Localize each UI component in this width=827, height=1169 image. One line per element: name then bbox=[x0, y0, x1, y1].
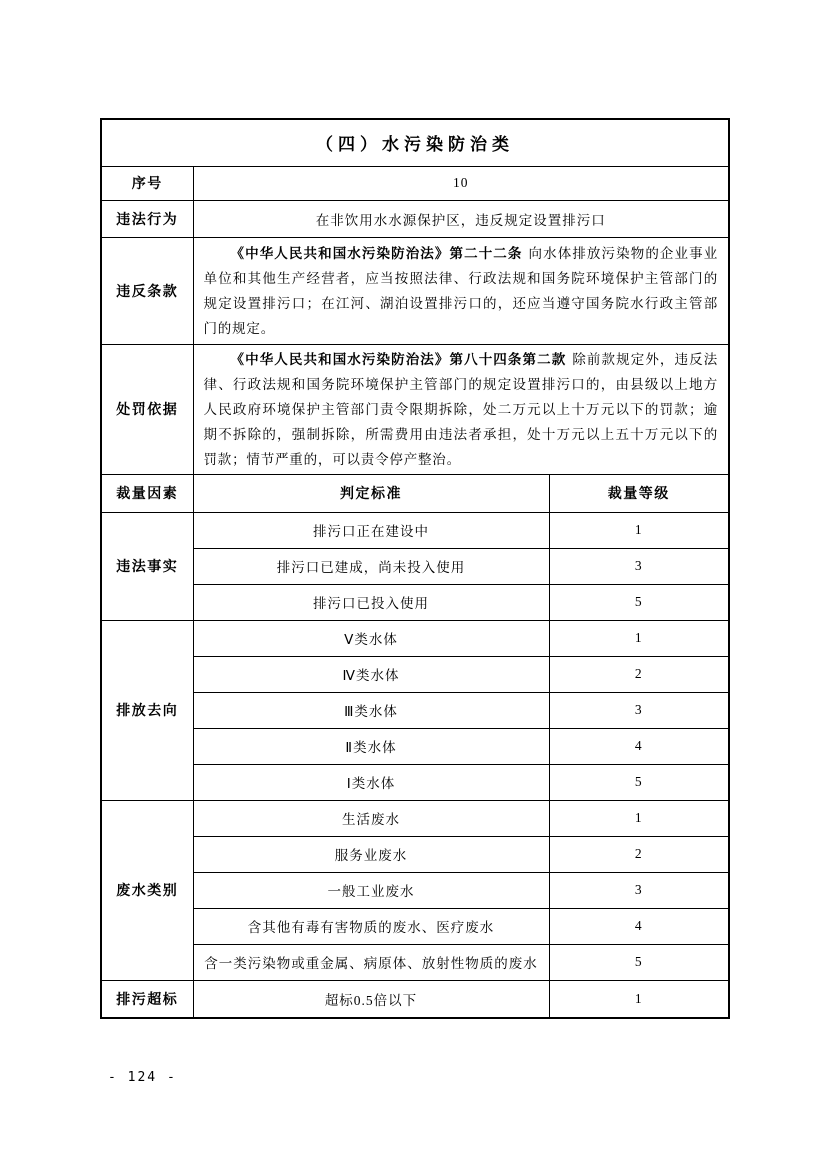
penalty-row bbox=[101, 344, 729, 474]
discretion-header-row bbox=[101, 474, 729, 512]
level-cell: 2 bbox=[549, 836, 729, 872]
penalty-label: 处罚依据 bbox=[101, 344, 193, 474]
title-row bbox=[101, 119, 729, 166]
table-row bbox=[101, 728, 729, 764]
clause-text bbox=[193, 237, 729, 344]
criteria-cell: 含一类污染物或重金属、病原体、放射性物质的废水 bbox=[193, 944, 549, 980]
factor-label-destination: 排放去向 bbox=[101, 620, 193, 800]
penalty-text bbox=[193, 344, 729, 474]
violation-label: 违法行为 bbox=[101, 200, 193, 237]
table-row bbox=[101, 584, 729, 620]
level-cell: 4 bbox=[549, 728, 729, 764]
table-row bbox=[101, 620, 729, 656]
criteria-cell: 含其他有毒有害物质的废水、医疗废水 bbox=[193, 908, 549, 944]
penalty-citation: 《中华人民共和国水污染防治法》第八十四条第二款 bbox=[230, 351, 567, 367]
clause-body: 向水体排放污染物的企业事业单位和其他生产经营者，应当按照法律、行政法规和国务院环境保护主管部门的规定设置排污口；在江河、湖泊设置排污口的，还应当遵守国务院水行政主管部门的规定。 bbox=[203, 245, 719, 336]
factor-label-exceed: 排污超标 bbox=[101, 980, 193, 1018]
criteria-cell: 排污口正在建设中 bbox=[193, 512, 549, 548]
clause-citation: 《中华人民共和国水污染防治法》第二十二条 bbox=[230, 245, 523, 261]
level-cell: 4 bbox=[549, 908, 729, 944]
header-factor: 裁量因素 bbox=[101, 474, 193, 512]
violation-row bbox=[101, 200, 729, 237]
level-cell: 1 bbox=[549, 620, 729, 656]
level-cell: 3 bbox=[549, 692, 729, 728]
serial-label: 序号 bbox=[101, 166, 193, 200]
table-row bbox=[101, 512, 729, 548]
table-row bbox=[101, 980, 729, 1018]
level-cell: 3 bbox=[549, 548, 729, 584]
page-title: （四）水污染防治类 bbox=[101, 119, 729, 166]
serial-value: 10 bbox=[193, 166, 729, 200]
table-row bbox=[101, 800, 729, 836]
criteria-cell: 排污口已投入使用 bbox=[193, 584, 549, 620]
level-cell: 3 bbox=[549, 872, 729, 908]
criteria-cell: Ⅱ类水体 bbox=[193, 728, 549, 764]
table-row bbox=[101, 908, 729, 944]
level-cell: 5 bbox=[549, 764, 729, 800]
criteria-cell: 排污口已建成，尚未投入使用 bbox=[193, 548, 549, 584]
table-row bbox=[101, 548, 729, 584]
violation-value: 在非饮用水水源保护区，违反规定设置排污口 bbox=[193, 200, 729, 237]
criteria-cell: Ⅲ类水体 bbox=[193, 692, 549, 728]
level-cell: 1 bbox=[549, 980, 729, 1018]
criteria-cell: Ⅳ类水体 bbox=[193, 656, 549, 692]
level-cell: 1 bbox=[549, 800, 729, 836]
criteria-cell: Ⅴ类水体 bbox=[193, 620, 549, 656]
header-level: 裁量等级 bbox=[549, 474, 729, 512]
discretion-table bbox=[100, 118, 730, 1019]
clause-row bbox=[101, 237, 729, 344]
criteria-cell: 服务业废水 bbox=[193, 836, 549, 872]
level-cell: 2 bbox=[549, 656, 729, 692]
level-cell: 1 bbox=[549, 512, 729, 548]
criteria-cell: 一般工业废水 bbox=[193, 872, 549, 908]
table-row bbox=[101, 764, 729, 800]
table-row bbox=[101, 656, 729, 692]
criteria-cell: 生活废水 bbox=[193, 800, 549, 836]
level-cell: 5 bbox=[549, 584, 729, 620]
serial-row bbox=[101, 166, 729, 200]
header-criteria: 判定标准 bbox=[193, 474, 549, 512]
clause-label: 违反条款 bbox=[101, 237, 193, 344]
penalty-body: 除前款规定外，违反法律、行政法规和国务院环境保护主管部门的规定设置排污口的，由县级以上地方人民政府环境保护主管部门责令限期拆除，处二万元以上十万元以下的罚款；逾期不拆除的，强制拆除，所需费用由违法者承担，处十万元以上五十万元以下的罚款；情节严重的，可以责令停产整治。 bbox=[203, 351, 719, 467]
table-row bbox=[101, 944, 729, 980]
table-row bbox=[101, 836, 729, 872]
level-cell: 5 bbox=[549, 944, 729, 980]
criteria-cell: Ⅰ类水体 bbox=[193, 764, 549, 800]
factor-label-facts: 违法事实 bbox=[101, 512, 193, 620]
table-row bbox=[101, 692, 729, 728]
page-number: - 124 - bbox=[108, 1070, 177, 1085]
table-row bbox=[101, 872, 729, 908]
factor-label-wastewater: 废水类别 bbox=[101, 800, 193, 980]
criteria-cell: 超标0.5倍以下 bbox=[193, 980, 549, 1018]
